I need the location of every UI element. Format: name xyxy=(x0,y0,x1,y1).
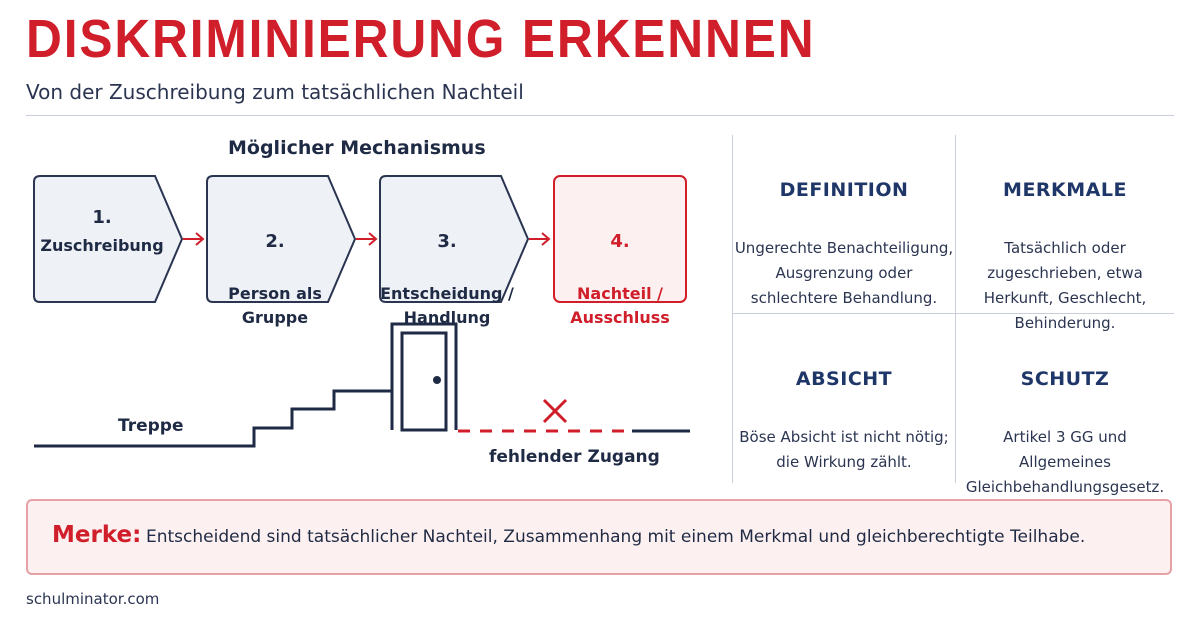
merke-label: Merke: xyxy=(52,522,142,548)
schutz-heading: SCHUTZ xyxy=(1020,368,1110,390)
step-1-text: Zuschreibung xyxy=(40,236,164,255)
schutz-cell xyxy=(956,349,1174,519)
page-title: DISKRIMINIERUNG ERKENNEN xyxy=(26,9,816,69)
footer-source: schulminator.com xyxy=(26,590,160,608)
step-4-number: 4. xyxy=(610,231,630,252)
step-3-text: Entscheidung / Handlung xyxy=(380,284,514,327)
merkmale-cell xyxy=(956,160,1174,355)
door-icon xyxy=(392,324,456,430)
step-3-number: 3. xyxy=(437,231,457,252)
stairs-label: Treppe xyxy=(118,416,184,436)
absicht-cell xyxy=(733,349,955,494)
step-4-text: Nachteil / Ausschluss xyxy=(570,284,670,327)
step-2-number: 2. xyxy=(265,231,285,252)
step-1-number: 1. xyxy=(92,207,112,228)
page-subtitle: Von der Zuschreibung zum tatsächlichen Nachteil xyxy=(26,80,524,104)
step-4-label xyxy=(554,206,686,330)
cross-icon xyxy=(544,400,566,422)
mechanism-title: Möglicher Mechanismus xyxy=(228,137,486,159)
missing-access-label: fehlender Zugang xyxy=(489,447,660,467)
step-2-text: Person als Gruppe xyxy=(228,284,322,327)
step-1-label xyxy=(34,206,170,258)
merkmale-text: Tatsächlich oder zugeschrieben, etwa Herkunft, Geschlecht, Behinderung. xyxy=(983,239,1147,332)
definition-cell xyxy=(733,160,955,330)
step-2-label xyxy=(207,206,343,330)
merkmale-heading: MERKMALE xyxy=(1003,179,1127,201)
absicht-heading: ABSICHT xyxy=(795,368,893,390)
stairs-icon xyxy=(34,372,392,446)
schutz-text: Artikel 3 GG und Allgemeines Gleichbehandlungsgesetz. xyxy=(965,428,1165,496)
merke-text: Entscheidend sind tatsächlicher Nachteil, Zusammenhang mit einem Merkmal und gleichberechtigte Teilhabe. xyxy=(146,527,1086,547)
step-3-label xyxy=(376,206,518,330)
definition-heading: DEFINITION xyxy=(779,179,909,201)
absicht-text: Böse Absicht ist nicht nötig; die Wirkung zählt. xyxy=(739,428,949,471)
definition-text: Ungerechte Benachteiligung, Ausgrenzung oder schlechtere Behandlung. xyxy=(734,239,954,307)
